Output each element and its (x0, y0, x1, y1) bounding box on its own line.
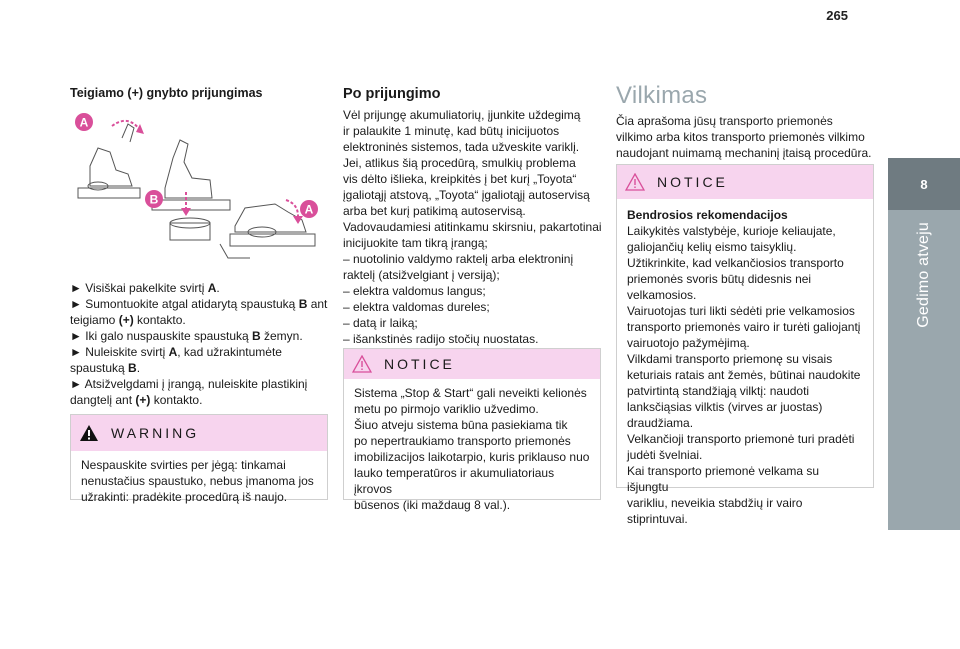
page-number: 265 (826, 8, 848, 23)
label-b-text: B (149, 192, 159, 207)
notice-box-towing (616, 164, 874, 526)
warning-triangle-icon (79, 424, 99, 442)
towing-notice-body: Bendrosios rekomendacijos Laikykitės valstybėje, kurioje keliaujate, galiojančių kelių eismo taisyklių. Užtikrinkite, kad velkančiosios transporto priemonės svoris būtų didesnis nei velkamosios. Vairuotojas turi likti sėdėti prie velkamosios transporto priemonės vairo ir turėti galiojantį vairuotojo pažymėjimą. Vilkdami transporto priemonę su visais keturiais ratais ant žemės, būtinai naudokite patvirtintą standžiąją vilktį: naudoti lanksčiąsias vilktis (virves ar juostas) draudžiama. Velkančioji transporto priemonė turi pradėti judėti švelniai. Kai transporto priemonė velkama su išjungtu varikliu, neveikia stabdžių ir vairo stiprintuvai. (617, 199, 873, 535)
step-line-5: ► Nuleiskite svirtį A, kad užrakintumėte (70, 345, 282, 359)
section-heading-towing: Vilkimas (616, 82, 708, 109)
step-line-3: teigiamo (+) kontakto. (70, 313, 186, 327)
step-line-1: ► Visiškai pakelkite svirtį A. (70, 281, 220, 295)
after-connection-text: Vėl prijungę akumuliatorių, įjunkite uždegimą ir palaukite 1 minutę, kad būtų inicijuotos elektroninės sistemos, tada užveskite variklį. Jei, atlikus šią procedūrą, smulkių problema vis dėlto išlieka, kreipkitės į bet kurį „Toyota“ įgaliotąjį atstovą, „Toyota“ įgaliotąjį autoservisą arba bet kurį patikimą autoservisą. Vadovaudamiesi atitinkamu skirsniu, pakartotinai inicijuokite tam tikrą įrangą; – nuotolinio valdymo raktelį arba elektroninį raktelį (atsižvelgiant į versiją); – elektra valdomus langus; – elektra valdomas dureles; – datą ir laiką; – išankstinės radijo stočių nuostatas. (343, 108, 602, 346)
step-line-4: ► Iki galo nuspauskite spaustuką B žemyn. (70, 329, 303, 343)
clamp-illustration (70, 108, 328, 268)
warning-box (70, 414, 328, 504)
warning-header (71, 415, 327, 451)
step-line-6: spaustuką B. (70, 361, 141, 375)
step-line-7: ► Atsižvelgdami į įrangą, nuleiskite plastikinį (70, 377, 308, 391)
section-heading-positive-terminal: Teigiamo (+) gnybto prijungimas (70, 86, 263, 100)
towing-notice-title: Bendrosios rekomendacijos (627, 208, 788, 222)
towing-intro-text: Čia aprašoma jūsų transporto priemonės vilkimo arba kitos transporto priemonės vilkimo naudojant nuimamą mechaninį įtaisą procedūra. (616, 114, 872, 160)
warning-label: WARNING (111, 425, 200, 441)
warning-body: Nespauskite svirties per jėgą: tinkamai nenustačius spaustuko, nebus įmanoma jos užrakinti: pradėkite procedūrą iš naujo. (81, 458, 314, 504)
notice-triangle-icon (625, 173, 645, 191)
notice-body: Sistema „Stop & Start“ gali neveikti kelionės metu po pirmojo variklio užvedimo. Šiuo atveju sistema būna pasiekiama tik po nepertraukiamo transporto priemonės imobilizacijos laikotarpio, kuris priklauso nuo lauko temperatūros ir akumuliatoriaus įkrovos būsenos (iki maždaug 8 val.). (354, 386, 590, 512)
step-line-8: dangtelį ant (+) kontakto. (70, 393, 203, 407)
label-a-text: A (79, 115, 89, 130)
terminal-clamp-figure (70, 108, 328, 268)
notice-label: NOTICE (384, 356, 455, 372)
chapter-side-tab[interactable] (888, 158, 960, 530)
towing-notice-label: NOTICE (657, 174, 728, 190)
notice-header (344, 349, 600, 379)
steps-list (70, 280, 332, 408)
label-a2-text: A (304, 202, 314, 217)
towing-notice-header (617, 165, 873, 199)
step-line-2: ► Sumontuokite atgal atidarytą spaustuką B ant (70, 297, 328, 311)
chapter-title: Gedimo atveju (915, 222, 932, 328)
chapter-number: 8 (888, 158, 960, 210)
notice-triangle-icon (352, 355, 372, 373)
section-heading-after-connection: Po prijungimo (343, 86, 441, 102)
notice-box-stop-start (343, 348, 601, 512)
